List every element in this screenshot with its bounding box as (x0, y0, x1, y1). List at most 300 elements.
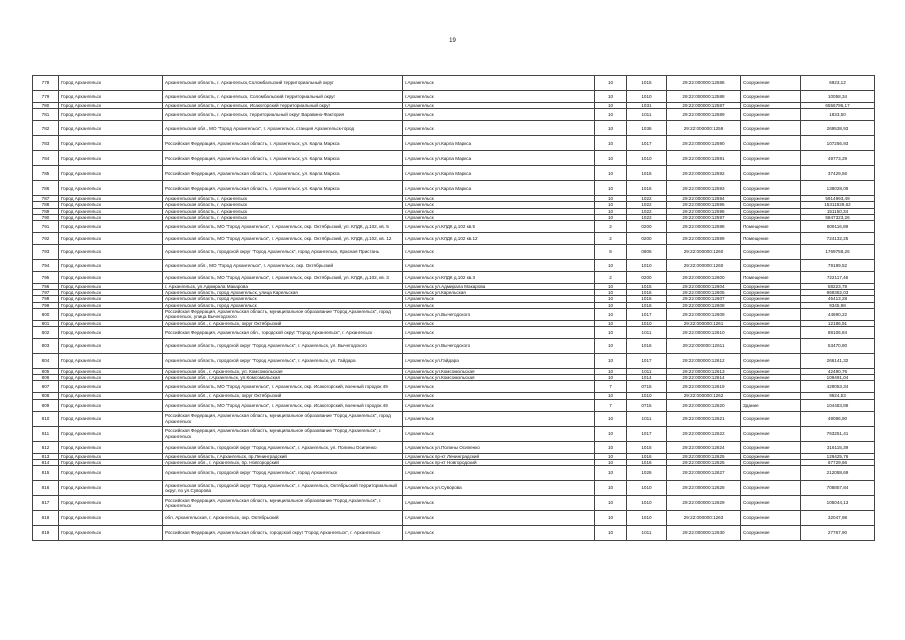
cadastral-number-cell: 29:22:000000:1261 (667, 320, 741, 326)
municipality-cell: Город Архангельск (59, 290, 163, 296)
row-number: 795 (33, 272, 59, 284)
municipality-cell: Город Архангельск (59, 339, 163, 354)
rate-cell: 10 (595, 453, 627, 459)
code-cell: 1022 (627, 196, 667, 202)
municipality-cell: Город Архангельск (59, 441, 163, 453)
row-number: 799 (33, 302, 59, 308)
code-cell: 1016 (627, 181, 667, 196)
code-cell: 1017 (627, 308, 667, 320)
table-row (33, 426, 875, 441)
table-row (33, 233, 875, 245)
object-type-cell: Сооружение (741, 290, 801, 296)
object-type-cell: Сооружение (741, 375, 801, 381)
object-type-cell: Сооружение (741, 296, 801, 302)
code-cell: 1010 (627, 91, 667, 103)
address-cell: Российская Федерация, Архангельская область, муниципальное образование "Город Архангельск", г. Архангельск (163, 426, 403, 441)
municipality-cell: Город Архангельск (59, 354, 163, 369)
row-number: 812 (33, 441, 59, 453)
rate-cell: 2 (595, 233, 627, 245)
cadastral-number-cell: 29:22:000000:12625 (667, 453, 741, 459)
rate-cell: 10 (595, 136, 627, 151)
value-cell: 49773,29 (801, 151, 875, 166)
code-cell: 1011 (627, 411, 667, 426)
city-cell: г.Архангельск (403, 91, 595, 103)
cadastral-number-cell: 29:22:000000:12591 (667, 151, 741, 166)
cadastral-number-cell: 29:22:000000:12608 (667, 302, 741, 308)
address-cell: Архангельская область, г. Архангельск (163, 208, 403, 214)
cadastral-number-cell: 29:22:000000:12609 (667, 308, 741, 320)
rate-cell: 10 (595, 214, 627, 220)
address-cell: Архангельская область, городской округ "Город Архангельск", г. Архангельск, ул. Вычегодского (163, 339, 403, 354)
object-type-cell: Сооружение (741, 526, 801, 541)
address-cell: Архангельская обл., г. Архангельск, округ Октябрьский (163, 393, 403, 399)
object-type-cell: Сооружение (741, 166, 801, 181)
city-cell: г.Архангельск ул.КЛДК д.102 кв.5 (403, 221, 595, 233)
code-cell: 1010 (627, 151, 667, 166)
rate-cell: 10 (595, 459, 627, 465)
object-type-cell: Сооружение (741, 393, 801, 399)
cadastral-number-cell: 29:22:000000:12624 (667, 441, 741, 453)
row-number: 784 (33, 151, 59, 166)
cadastral-number-cell: 29:22:000000:12594 (667, 196, 741, 202)
rate-cell: 10 (595, 308, 627, 320)
municipality-cell: Город Архангельск (59, 481, 163, 496)
table-row (33, 181, 875, 196)
rate-cell: 10 (595, 393, 627, 399)
value-cell: 139028,08 (801, 181, 875, 196)
row-number: 797 (33, 290, 59, 296)
cadastral-number-cell: 29:22:000000:12629 (667, 496, 741, 511)
address-cell: Архангельская область, МО "Город Архангельск", г. Архангельск, окр. Октябрьский, ул. КЛДК, д.102, кв. 3 (163, 272, 403, 284)
cadastral-number-cell: 29:22:000000:12610 (667, 327, 741, 339)
municipality-cell: Город Архангельск (59, 214, 163, 220)
row-number: 803 (33, 339, 59, 354)
city-cell: г.Архангельск ул.Вычегодского (403, 339, 595, 354)
rate-cell: 10 (595, 260, 627, 272)
cadastral-number-cell: 29:22:000000:12607 (667, 296, 741, 302)
table-row (33, 399, 875, 411)
table-row (33, 272, 875, 284)
row-number: 815 (33, 466, 59, 481)
cadastral-number-cell: 29:22:000000:1260 (667, 245, 741, 260)
address-cell: Архангельская область, город Архангельск (163, 296, 403, 302)
cadastral-number-cell: 29:22:000000:12619 (667, 381, 741, 393)
code-cell: 0200 (627, 221, 667, 233)
rate-cell: 10 (595, 354, 627, 369)
row-number: 786 (33, 181, 59, 196)
municipality-cell: Город Архангельск (59, 459, 163, 465)
city-cell: г.Архангельск (403, 202, 595, 208)
address-cell: Архангельская область, городской округ "Город Архангельск", г. Архангельск, Октябрьский территориальный округ, по ул.Суворова (163, 481, 403, 496)
municipality-cell: Город Архангельск (59, 233, 163, 245)
code-cell: 1016 (627, 296, 667, 302)
city-cell: г.Архангельск (403, 320, 595, 326)
city-cell: г.Архангельск ул.Полины Осипенко (403, 441, 595, 453)
value-cell: 809116,89 (801, 221, 875, 233)
rate-cell: 10 (595, 411, 627, 426)
value-cell: 129425,76 (801, 453, 875, 459)
code-cell: 1016 (627, 290, 667, 296)
rate-cell: 10 (595, 181, 627, 196)
address-cell: Архангельская область, городской округ "Город Архангельск", город Архангельск, Красная Пристань (163, 245, 403, 260)
value-cell: 9345,98 (801, 302, 875, 308)
table-row (33, 245, 875, 260)
value-cell: 12186,91 (801, 320, 875, 326)
address-cell: Архангельская область, г. Архангельск (163, 202, 403, 208)
city-cell: г.Архангельск (403, 76, 595, 91)
value-cell: 724132,25 (801, 233, 875, 245)
cadastral-number-cell: 29:22:000000:12611 (667, 339, 741, 354)
cadastral-number-cell: 29:22:000000:12597 (667, 214, 741, 220)
object-type-cell: Сооружение (741, 511, 801, 526)
municipality-cell: Город Архангельск (59, 245, 163, 260)
row-number: 782 (33, 121, 59, 136)
city-cell: г.Архангельск (403, 109, 595, 121)
row-number: 794 (33, 260, 59, 272)
city-cell: г.Архангельск пр-кт Ленинградский (403, 453, 595, 459)
value-cell: 6923,12 (801, 76, 875, 91)
table-row (33, 221, 875, 233)
object-type-cell: Сооружение (741, 411, 801, 426)
row-number: 801 (33, 320, 59, 326)
municipality-cell: Город Архангельск (59, 166, 163, 181)
table-row (33, 308, 875, 320)
value-cell: 10058,34 (801, 91, 875, 103)
address-cell: Архангельская обл., МО "Город Архангельск", г. Архангельск, окр. Октябрьский (163, 260, 403, 272)
object-type-cell: Сооружение (741, 109, 801, 121)
city-cell: г.Архангельск ул.Суворова (403, 481, 595, 496)
cadastral-number-cell: 29:22:000000:12595 (667, 202, 741, 208)
row-number: 787 (33, 196, 59, 202)
rate-cell: 10 (595, 375, 627, 381)
rate-cell: 10 (595, 481, 627, 496)
table-row (33, 339, 875, 354)
object-type-cell: Сооружение (741, 453, 801, 459)
value-cell: 1833,50 (801, 109, 875, 121)
table-row (33, 151, 875, 166)
cadastral-number-cell: 29:22:000000:12589 (667, 109, 741, 121)
municipality-cell: Город Архангельск (59, 260, 163, 272)
object-type-cell: Сооружение (741, 369, 801, 375)
address-cell: Архангельская область, г. Архангельск (163, 196, 403, 202)
code-cell: 1017 (627, 426, 667, 441)
code-cell: 1036 (627, 121, 667, 136)
row-number: 816 (33, 481, 59, 496)
address-cell: г. Архангельск, ул.Адмирала Макарова (163, 284, 403, 290)
rate-cell: 10 (595, 320, 627, 326)
cadastral-number-cell: 29:22:000000:12630 (667, 526, 741, 541)
address-cell: Архангельская обл., г. Архангельск, ул. Комсомольская (163, 369, 403, 375)
object-type-cell: Здание (741, 399, 801, 411)
table-row (33, 260, 875, 272)
table-row (33, 109, 875, 121)
object-type-cell: Помещение (741, 272, 801, 284)
cadastral-number-cell: 29:22:000000:12588 (667, 91, 741, 103)
code-cell: 1015 (627, 76, 667, 91)
cadastral-number-cell: 29:22:000000:12614 (667, 375, 741, 381)
table-row (33, 441, 875, 453)
city-cell: г.Архангельск ул.Карла Маркса (403, 181, 595, 196)
city-cell: г.Архангельск ул.Карла Маркса (403, 136, 595, 151)
object-type-cell: Сооружение (741, 481, 801, 496)
value-cell: 708857,84 (801, 481, 875, 496)
code-cell: 1016 (627, 166, 667, 181)
row-number: 788 (33, 202, 59, 208)
object-type-cell: Сооружение (741, 426, 801, 441)
row-number: 790 (33, 214, 59, 220)
address-cell: Российская Федерация, Архангельская область, г. Архангельск, ул. Карла Маркса (163, 166, 403, 181)
table-row (33, 511, 875, 526)
page-number: 19 (449, 38, 456, 44)
municipality-cell: Город Архангельск (59, 272, 163, 284)
cadastral-number-cell: 29:22:000000:12620 (667, 399, 741, 411)
city-cell: г.Архангельск ул.Гайдара (403, 354, 595, 369)
value-cell: 266141,32 (801, 354, 875, 369)
municipality-cell: Город Архангельск (59, 202, 163, 208)
city-cell: г.Архангельск ул.Комсомольская (403, 369, 595, 375)
code-cell: 1026 (627, 466, 667, 481)
code-cell: 1022 (627, 202, 667, 208)
municipality-cell: Город Архангельск (59, 511, 163, 526)
object-type-cell: Сооружение (741, 327, 801, 339)
code-cell: 1015 (627, 284, 667, 290)
row-number: 780 (33, 103, 59, 109)
object-type-cell: Сооружение (741, 121, 801, 136)
municipality-cell: Город Архангельск (59, 136, 163, 151)
rate-cell: 8 (595, 245, 627, 260)
city-cell: г.Архангельск ул.Карла Маркса (403, 151, 595, 166)
row-number: 809 (33, 399, 59, 411)
municipality-cell: Город Архангельск (59, 284, 163, 290)
city-cell: г.Архангельск (403, 466, 595, 481)
object-type-cell: Помещение (741, 221, 801, 233)
object-type-cell: Сооружение (741, 214, 801, 220)
code-cell: 1017 (627, 136, 667, 151)
municipality-cell: Город Архангельск (59, 453, 163, 459)
table-row (33, 411, 875, 426)
rate-cell: 10 (595, 302, 627, 308)
table-row (33, 381, 875, 393)
row-number: 807 (33, 381, 59, 393)
code-cell: 1016 (627, 453, 667, 459)
code-cell: 0200 (627, 233, 667, 245)
cadastral-number-cell: 29:22:000000:1262 (667, 393, 741, 399)
rate-cell: 10 (595, 202, 627, 208)
address-cell: Российская Федерация, Архангельская область, муниципальное образование "Город Архангельск", город Архангельск (163, 411, 403, 426)
value-cell: 27767,90 (801, 526, 875, 541)
address-cell: Архангельская область, городской округ "Город Архангельск", город Архангельск (163, 466, 403, 481)
object-type-cell: Сооружение (741, 496, 801, 511)
municipality-cell: Город Архангельск (59, 526, 163, 541)
city-cell: г.Архангельск (403, 208, 595, 214)
address-cell: Российская Федерация, Архангельская область, городской округ "Город Архангельск", г. Архангельск (163, 526, 403, 541)
row-number: 802 (33, 327, 59, 339)
object-type-cell: Сооружение (741, 151, 801, 166)
code-cell: 0715 (627, 399, 667, 411)
cadastral-number-cell: 29:22:000000:12613 (667, 369, 741, 375)
city-cell: г.Архангельск пр-кт Новгородский (403, 459, 595, 465)
rate-cell: 10 (595, 339, 627, 354)
value-cell: 104483,89 (801, 399, 875, 411)
code-cell: 1016 (627, 302, 667, 308)
city-cell: г.Архангельск (403, 381, 595, 393)
row-number: 805 (33, 369, 59, 375)
value-cell: 67729,66 (801, 459, 875, 465)
value-cell: 9924,53 (801, 393, 875, 399)
municipality-cell: Город Архангельск (59, 399, 163, 411)
rate-cell: 10 (595, 91, 627, 103)
cadastral-number-cell: 29:22:000000:1263 (667, 511, 741, 526)
city-cell: г.Архангельск ул.Карельская (403, 290, 595, 296)
row-number: 792 (33, 233, 59, 245)
value-cell: 107256,93 (801, 136, 875, 151)
object-type-cell: Сооружение (741, 302, 801, 308)
city-cell: г.Архангельск (403, 214, 595, 220)
rate-cell: 10 (595, 103, 627, 109)
code-cell: 1014 (627, 375, 667, 381)
code-cell: 1010 (627, 481, 667, 496)
address-cell: Архангельская обл., г. Архангельск, округ Октябрьский (163, 320, 403, 326)
table-row (33, 481, 875, 496)
value-cell: 105044,13 (801, 496, 875, 511)
address-cell: Российская Федерация, Архангельская обл., городской округ "Город Архангельск", г. Архангельск (163, 327, 403, 339)
value-cell: 109491,04 (801, 375, 875, 381)
municipality-cell: Город Архангельск (59, 302, 163, 308)
municipality-cell: Город Архангельск (59, 466, 163, 481)
row-number: 814 (33, 459, 59, 465)
value-cell: 6556795,17 (801, 103, 875, 109)
cadastral-number-cell: 29:22:000000:12592 (667, 166, 741, 181)
city-cell: г.Архангельск ул.Комсомольская (403, 375, 595, 381)
code-cell: 1016 (627, 459, 667, 465)
object-type-cell: Сооружение (741, 339, 801, 354)
rate-cell: 2 (595, 272, 627, 284)
value-cell: 763251,41 (801, 426, 875, 441)
city-cell: г.Архангельск ул.Вычегодского (403, 308, 595, 320)
object-type-cell: Сооружение (741, 202, 801, 208)
cadastral-number-cell: 29:22:000000:12586 (667, 76, 741, 91)
address-cell: Архангельская область, город Архангельск, улица Карельская (163, 290, 403, 296)
rate-cell: 10 (595, 208, 627, 214)
address-cell: Архангельская область, г. Архангельск (163, 214, 403, 220)
row-number: 817 (33, 496, 59, 511)
municipality-cell: Город Архангельск (59, 496, 163, 511)
value-cell: 53470,80 (801, 339, 875, 354)
value-cell: 969362,03 (801, 290, 875, 296)
table-row (33, 91, 875, 103)
value-cell: 32047,98 (801, 511, 875, 526)
rate-cell: 10 (595, 466, 627, 481)
rate-cell: 10 (595, 121, 627, 136)
city-cell: г.Архангельск (403, 511, 595, 526)
rate-cell: 10 (595, 369, 627, 375)
municipality-cell: Город Архангельск (59, 381, 163, 393)
value-cell: 429053,34 (801, 381, 875, 393)
code-cell: 1011 (627, 526, 667, 541)
city-cell: г.Архангельск (403, 121, 595, 136)
rate-cell: 2 (595, 221, 627, 233)
municipality-cell: Город Архангельск (59, 151, 163, 166)
address-cell: Архангельская область, г.Архангельск, пр.Ленинградский (163, 453, 403, 459)
cadastral-number-cell: 29:22:000000:12622 (667, 426, 741, 441)
code-cell: 1010 (627, 393, 667, 399)
rate-cell: 10 (595, 496, 627, 511)
object-type-cell: Сооружение (741, 76, 801, 91)
row-number: 811 (33, 426, 59, 441)
address-cell: Архангельская область, г. Архангельск,Соломбальский территориальный округ (163, 76, 403, 91)
address-cell: Архангельская область, г. Архангельск, Соломбальский территориальный округ (163, 91, 403, 103)
code-cell: 1022 (627, 208, 667, 214)
row-number: 813 (33, 453, 59, 459)
address-cell: Архангельская область, г. Архангельск, территориальный округ Варавино-Фактория (163, 109, 403, 121)
object-type-cell: Сооружение (741, 354, 801, 369)
rate-cell: 7 (595, 381, 627, 393)
municipality-cell: Город Архангельск (59, 208, 163, 214)
cadastral-number-cell: 29:22:000000:1260 (667, 260, 741, 272)
code-cell: 1017 (627, 354, 667, 369)
value-cell: 15311928,62 (801, 202, 875, 208)
code-cell: 1010 (627, 260, 667, 272)
city-cell: г.Архангельск (403, 393, 595, 399)
code-cell: 1010 (627, 496, 667, 511)
city-cell: г.Архангельск (403, 296, 595, 302)
city-cell: г.Архангельск (403, 399, 595, 411)
value-cell: 58223,78 (801, 284, 875, 290)
row-number: 800 (33, 308, 59, 320)
row-number: 778 (33, 76, 59, 91)
city-cell: г.Архангельск (403, 411, 595, 426)
rate-cell: 10 (595, 196, 627, 202)
object-type-cell: Сооружение (741, 91, 801, 103)
row-number: 796 (33, 284, 59, 290)
row-number: 818 (33, 511, 59, 526)
row-number: 810 (33, 411, 59, 426)
municipality-cell: Город Архангельск (59, 221, 163, 233)
address-cell: обл. Архангельская, г. Архангельск, окр. Октябрьский (163, 511, 403, 526)
cadastral-number-cell: 29:22:000000:12596 (667, 208, 741, 214)
municipality-cell: Город Архангельск (59, 327, 163, 339)
city-cell: г.Архангельск (403, 196, 595, 202)
table-row (33, 166, 875, 181)
municipality-cell: Город Архангельск (59, 411, 163, 426)
cadastral-number-cell: 29:22:000000:12612 (667, 354, 741, 369)
municipality-cell: Город Архангельск (59, 393, 163, 399)
city-cell: г.Архангельск ул.КЛДК д.102 кв.12 (403, 233, 595, 245)
code-cell: 1010 (627, 320, 667, 326)
cadastral-number-cell: 29:22:000000:12605 (667, 290, 741, 296)
object-type-cell: Сооружение (741, 459, 801, 465)
registry-table (32, 75, 875, 541)
address-cell: Российская Федерация, Архангельская область, г. Архангельск, ул. Карла Маркса (163, 136, 403, 151)
city-cell: г.Архангельск (403, 302, 595, 308)
row-number: 791 (33, 221, 59, 233)
cadastral-number-cell: 29:22:000000:12598 (667, 221, 741, 233)
rate-cell: 10 (595, 526, 627, 541)
rate-cell: 10 (595, 511, 627, 526)
address-cell: Российская Федерация, Архангельская область, муниципальное образование "Город Архангельск", г. Архангельск (163, 496, 403, 511)
value-cell: 79189,52 (801, 260, 875, 272)
city-cell: г.Архангельск (403, 526, 595, 541)
municipality-cell: Город Архангельск (59, 109, 163, 121)
cadastral-number-cell: 29:22:000000:12628 (667, 481, 741, 496)
municipality-cell: Город Архангельск (59, 426, 163, 441)
municipality-cell: Город Архангельск (59, 121, 163, 136)
address-cell: Архангельская обл., г. Архангельск, пр. Новгородский (163, 459, 403, 465)
municipality-cell: Город Архангельск (59, 308, 163, 320)
row-number: 779 (33, 91, 59, 103)
cadastral-number-cell: 29:22:000000:12590 (667, 136, 741, 151)
code-cell: 1011 (627, 109, 667, 121)
